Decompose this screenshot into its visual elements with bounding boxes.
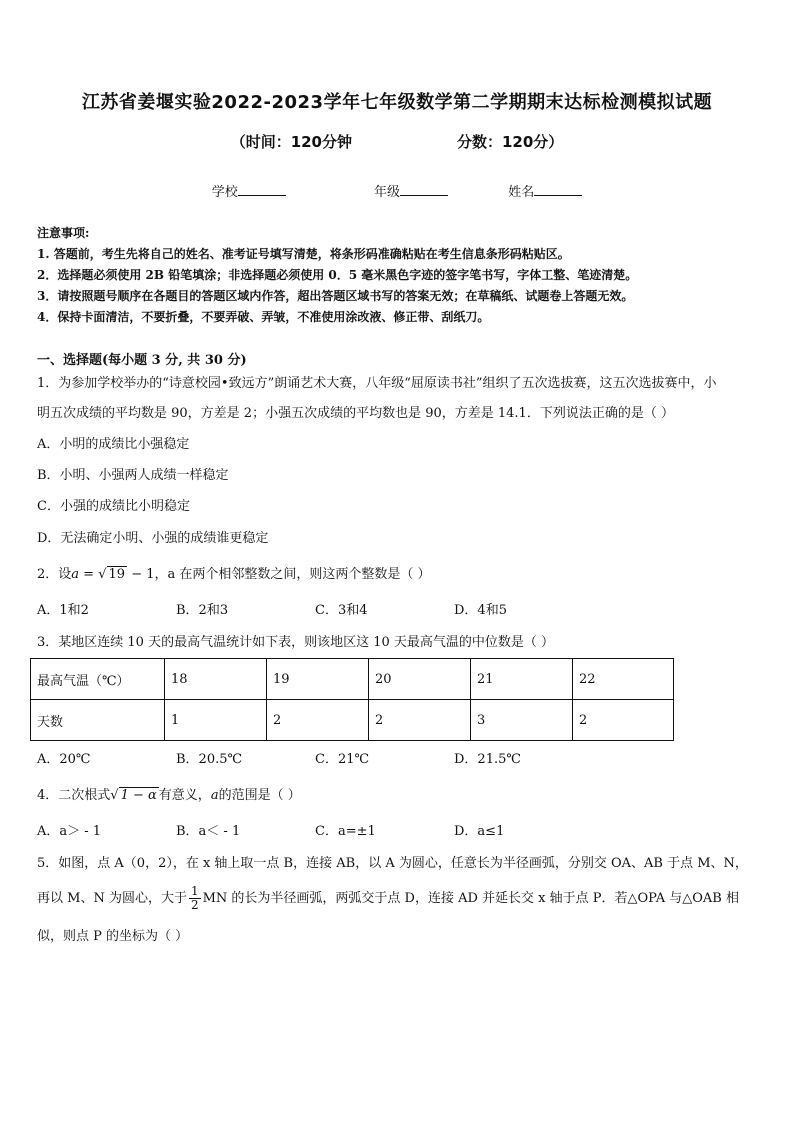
- q3-option-c: C．21℃: [315, 752, 370, 767]
- q4-radicand: 1 − α: [120, 788, 157, 803]
- q2-radicand: 19: [108, 567, 126, 582]
- q2-options: [37, 601, 762, 621]
- table-cell: 22: [573, 659, 674, 700]
- table-cell: 2: [267, 700, 369, 741]
- q1-line2: 明五次成绩的平均数是 90，方差是 2；小强五次成绩的平均数也是 90，方差是 14.1．下列说法正确的是（ ）: [37, 406, 674, 421]
- grade-label: 年级: [373, 185, 400, 200]
- q4-option-d: D．a≤1: [454, 824, 505, 839]
- exam-time: （时间：120分钟: [230, 133, 352, 151]
- notice-block: [37, 223, 757, 328]
- notice-item: 3．请按照题号顺序在各题目的答题区域内作答，超出答题区域书写的答案无效；在草稿纸、试题卷上答题无效。: [37, 289, 634, 303]
- q3-option-a: A．20℃: [37, 752, 91, 767]
- q4-options: [37, 822, 762, 842]
- q4-stem: 4．二次根式√ 1 − α 有意义，a的范围是（ ）: [37, 788, 301, 803]
- name-blank: [534, 184, 582, 196]
- q2-stem: 2．设a = √ 19 − 1，a 在两个相邻整数之间，则这两个整数是（ ）: [37, 567, 431, 582]
- name-label: 姓名: [508, 185, 535, 200]
- q4-option-b: B．a＜ - 1: [176, 824, 241, 839]
- notice-item: 2．选择题必须使用 2B 铅笔填涂；非选择题必须使用 0．5 毫米黑色字迹的签字笔书写，字体工整、笔迹清楚。: [37, 268, 638, 282]
- q3-option-b: B．20.5℃: [176, 752, 243, 767]
- notice-heading: 注意事项:: [37, 226, 90, 240]
- notice-item: 4．保持卡面清洁，不要折叠，不要弄破、弄皱，不准使用涂改液、修正带、刮纸刀。: [37, 310, 490, 324]
- table-cell: 19: [267, 659, 369, 700]
- table-cell: 18: [165, 659, 267, 700]
- q5-line2: 再以 M、N 为圆心，大于 $\frac{1}{2}$ MN 的长为半径画弧，两弧交于点 D，连接 AD 并延长交 x 轴于点 P．若△OPA 与△OAB 相: [37, 884, 739, 912]
- q2-option-d: D．4和5: [454, 603, 507, 618]
- q5-line1: 5．如图，点 A（0，2），在 x 轴上取一点 B，连接 AB，以 A 为圆心，任意长为半径画弧，分别交 OA、AB 于点 M、N，: [37, 856, 748, 871]
- table-cell: 最高气温（℃）: [31, 659, 165, 700]
- q3-options: [37, 750, 762, 770]
- table-cell: 3: [471, 700, 573, 741]
- table-row: [31, 659, 674, 700]
- q3-option-d: D．21.5℃: [454, 752, 521, 767]
- q1-option-d: D．无法确定小明、小强的成绩谁更稳定: [37, 531, 269, 546]
- q2-option-c: C．3和4: [315, 603, 368, 618]
- table-cell: 2: [369, 700, 471, 741]
- exam-score: 分数：120分）: [457, 133, 564, 151]
- student-info: [0, 181, 794, 200]
- q5-line3: 似，则点 P 的坐标为（ ）: [37, 929, 189, 944]
- q2-option-a: A．1和2: [37, 603, 89, 618]
- q1-option-a: A．小明的成绩比小强稳定: [37, 437, 190, 452]
- grade-blank: [400, 184, 448, 196]
- table-row: [31, 700, 674, 741]
- table-cell: 20: [369, 659, 471, 700]
- q3-stem: 3．某地区连续 10 天的最高气温统计如下表，则该地区这 10 天最高气温的中位数是（ ）: [37, 635, 555, 650]
- table-cell: 2: [573, 700, 674, 741]
- q4-option-c: C．a=±1: [315, 824, 376, 839]
- q1-option-b: B．小明、小强两人成绩一样稳定: [37, 468, 229, 483]
- exam-meta: [0, 131, 794, 152]
- page-title: 江苏省姜堰实验2022-2023学年七年级数学第二学期期末达标检测模拟试题: [81, 92, 713, 113]
- q4-var: a: [210, 788, 219, 803]
- temperature-table: [30, 658, 674, 741]
- q1-line1: 1．为参加学校举办的“诗意校园•致远方”朗诵艺术大赛，八年级“屈原读书社”组织了五次选拔赛，这五次选拔赛中，小: [37, 376, 717, 391]
- q2-var: a: [71, 567, 80, 582]
- school-blank: [238, 184, 286, 196]
- table-cell: 21: [471, 659, 573, 700]
- notice-item: 1. 答题前，考生先将自己的姓名、准考证号填写清楚，将条形码准确粘贴在考生信息条形码粘贴区。: [37, 247, 570, 261]
- table-cell: 1: [165, 700, 267, 741]
- school-label: 学校: [211, 185, 238, 200]
- fraction-one-half: $\frac{1}{2}$: [190, 884, 199, 912]
- q4-option-a: A．a＞ - 1: [37, 824, 102, 839]
- table-cell: 天数: [31, 700, 165, 741]
- q2-option-b: B．2和3: [176, 603, 229, 618]
- section-title: 一、选择题(每小题 3 分, 共 30 分): [37, 353, 247, 368]
- q1-option-c: C．小强的成绩比小明稳定: [37, 499, 190, 514]
